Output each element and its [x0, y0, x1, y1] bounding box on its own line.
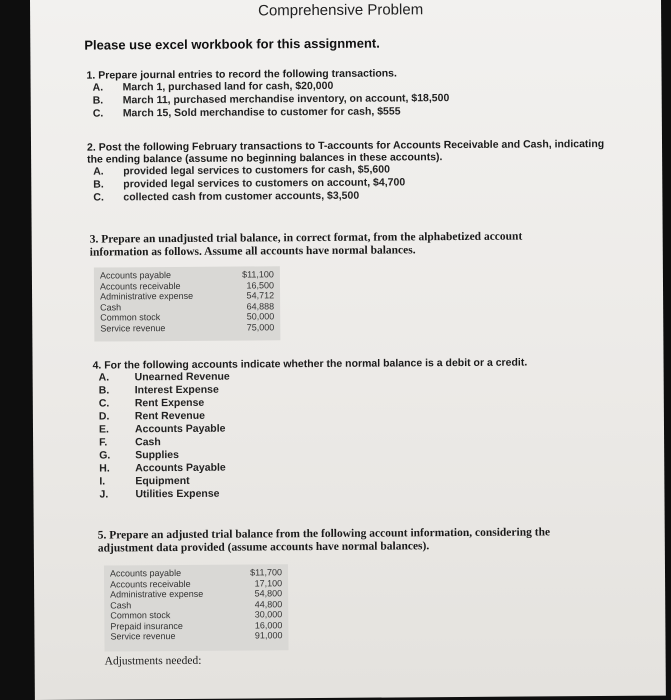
- list-item: B. Interest Expense: [98, 383, 219, 397]
- table-row: Administrative expense 54,800: [110, 588, 283, 600]
- list-item: I. Equipment: [99, 474, 190, 488]
- table-row: Accounts payable $11,100: [99, 269, 274, 281]
- question-5: [98, 526, 550, 555]
- table-row: Cash 44,800: [110, 598, 283, 610]
- list-item: C. collected cash from customer accounts, $3,500: [93, 189, 360, 204]
- question-2-heading-line-1: 2. Post the following February transactions to T-accounts for Accounts Receivable and Cash, indicating: [86, 137, 605, 154]
- question-1-heading: 1. Prepare journal entries to record the following transactions.: [86, 67, 397, 82]
- list-item: E. Accounts Payable: [98, 422, 226, 436]
- adjusted-balance-table: [104, 564, 289, 651]
- question-3-heading-line-2: information as follows. Assume all accounts have normal balances.: [89, 244, 416, 259]
- table-row: Common stock 30,000: [110, 609, 283, 621]
- table-row: Accounts payable $11,700: [109, 567, 283, 579]
- question-5-heading-line-2: adjustment data provided (assume accounts have normal balances).: [97, 540, 430, 555]
- question-4: [93, 357, 529, 502]
- adjustments-label: Adjustments needed:: [104, 654, 202, 668]
- list-item: A. Unearned Revenue: [98, 370, 230, 384]
- question-2: [87, 138, 605, 205]
- table-row: Service revenue 91,000: [110, 630, 283, 642]
- question-3: [90, 231, 523, 260]
- table-row: Accounts receivable 17,100: [110, 577, 283, 589]
- list-item: D. Rent Revenue: [98, 409, 205, 423]
- table-row: Accounts receivable 16,500: [99, 279, 275, 292]
- unadjusted-balance-table: [94, 266, 281, 341]
- table-row: Cash 64,888: [100, 300, 275, 313]
- table-row: Common stock 50,000: [100, 311, 275, 323]
- table-row: Administrative expense 54,712: [100, 290, 275, 302]
- page-subtitle: Please use excel workbook for this assignment.: [84, 35, 380, 53]
- question-1: [86, 67, 449, 121]
- list-item: C. March 15, Sold merchandise to customer for cash, $555: [92, 105, 401, 120]
- list-item: B. provided legal services to customers on account, $4,700: [93, 176, 406, 191]
- document-page: [30, 0, 666, 700]
- page-title: Comprehensive Problem: [258, 1, 424, 20]
- question-2-heading-line-2: the ending balance (assume no beginning balances in these accounts).: [87, 151, 443, 166]
- list-item: G. Supplies: [99, 448, 179, 462]
- list-item: F. Cash: [99, 436, 161, 449]
- question-3-heading-line-1: 3. Prepare an unadjusted trial balance, in correct format, from the alphabetized account: [89, 230, 523, 246]
- table-row: Prepaid insurance 16,000: [110, 619, 283, 631]
- question-5-heading-line-1: 5. Prepare an adjusted trial balance from the following account information, considering the: [97, 526, 551, 542]
- question-4-heading: 4. For the following accounts indicate whether the normal balance is a debit or a credit.: [92, 356, 528, 372]
- table-row: Service revenue 75,000: [100, 321, 275, 334]
- list-item: H. Accounts Payable: [99, 461, 226, 475]
- list-item: J. Utilities Expense: [99, 487, 220, 501]
- list-item: B. March 11, purchased merchandise inventory, on account, $18,500: [92, 92, 450, 107]
- list-item: A. March 1, purchased land for cash, $20,000: [92, 79, 334, 94]
- list-item: A. provided legal services to customers for cash, $5,600: [93, 163, 390, 178]
- list-item: C. Rent Expense: [98, 396, 205, 410]
